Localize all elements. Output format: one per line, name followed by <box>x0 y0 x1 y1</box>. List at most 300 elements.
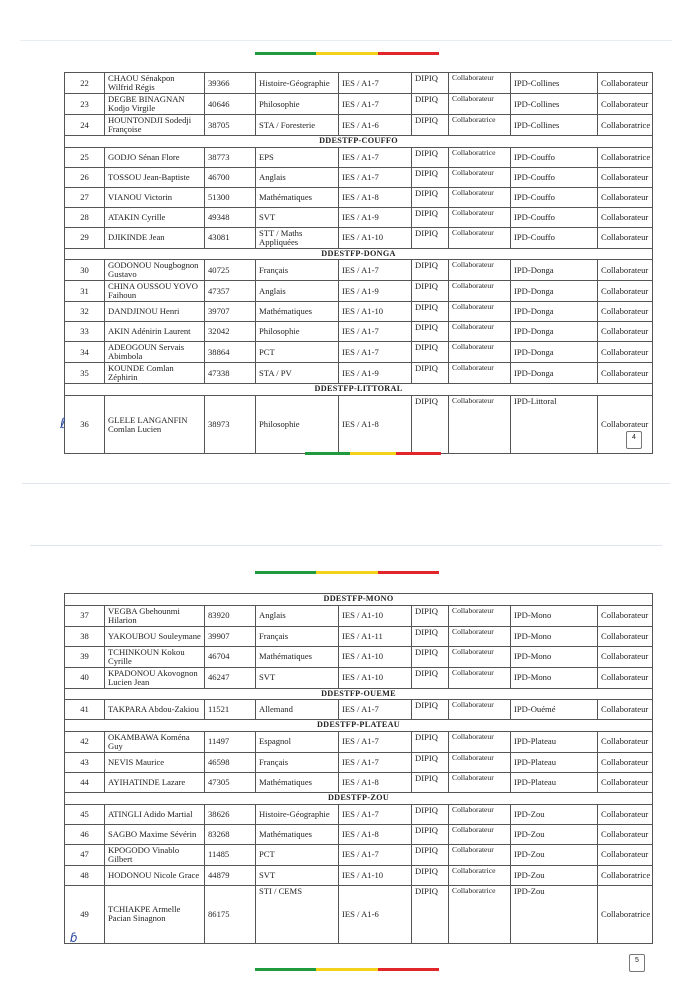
table-row <box>65 363 653 384</box>
name-cell: VIANOU Victorin <box>105 187 205 207</box>
section-header-row <box>65 384 653 396</box>
discipline-cell: Anglais <box>256 281 339 302</box>
name-cell: GLELE LANGANFIN Comlan Lucien <box>105 396 205 454</box>
flag-stripe <box>255 968 439 971</box>
role-cell: Collaborateur <box>449 396 511 454</box>
name-cell: CHAOU Sénakpon Wilfrid Régis <box>105 73 205 94</box>
role-cell: Collaborateur <box>449 342 511 363</box>
table-row <box>65 302 653 322</box>
function-cell: Collaborateur <box>598 752 653 772</box>
ipd-cell: IPD-Collines <box>511 115 598 136</box>
section-header-row <box>65 594 653 606</box>
ipd-cell: IPD-Couffo <box>511 167 598 187</box>
structure-cell: DIPIQ <box>412 73 449 94</box>
role-cell: Collaboratrice <box>449 147 511 167</box>
name-cell: HOUNTONDJI Sodedji Françoise <box>105 115 205 136</box>
grade-cell: IES / A1-7 <box>339 167 412 187</box>
section-header-row <box>65 248 653 260</box>
ipd-cell: IPD-Donga <box>511 342 598 363</box>
row-number-cell: 44 <box>65 772 105 792</box>
discipline-cell: EPS <box>256 147 339 167</box>
ipd-cell: IPD-Plateau <box>511 752 598 772</box>
grade-cell: IES / A1-9 <box>339 281 412 302</box>
function-cell: Collaborateur <box>598 700 653 720</box>
row-number-cell: 36 <box>65 396 105 454</box>
section-title: DDESTFP-PLATEAU <box>65 720 653 732</box>
grade-cell: IES / A1-7 <box>339 260 412 281</box>
structure-cell: DIPIQ <box>412 646 449 667</box>
row-number-cell: 24 <box>65 115 105 136</box>
table-row <box>65 865 653 885</box>
matricule-cell: 47338 <box>205 363 256 384</box>
function-cell: Collaborateur <box>598 227 653 248</box>
matricule-cell: 38705 <box>205 115 256 136</box>
ipd-cell: IPD-Mono <box>511 605 598 626</box>
staff-table-page-1 <box>64 72 653 454</box>
row-number-cell: 25 <box>65 147 105 167</box>
section-title: DDESTFP-DONGA <box>65 248 653 260</box>
row-number-cell: 30 <box>65 260 105 281</box>
row-number-cell: 40 <box>65 667 105 688</box>
table-row <box>65 322 653 342</box>
grade-cell: IES / A1-7 <box>339 322 412 342</box>
discipline-cell: Anglais <box>256 167 339 187</box>
function-cell: Collaborateur <box>598 772 653 792</box>
structure-cell: DIPIQ <box>412 804 449 824</box>
name-cell: KPADONOU Akovognon Lucien Jean <box>105 667 205 688</box>
function-cell: Collaborateur <box>598 667 653 688</box>
name-cell: KPOGODO Vinablo Gilbert <box>105 844 205 865</box>
function-cell: Collaborateur <box>598 804 653 824</box>
role-cell: Collaboratrice <box>449 115 511 136</box>
structure-cell: DIPIQ <box>412 752 449 772</box>
function-cell: Collaboratrice <box>598 885 653 943</box>
structure-cell: DIPIQ <box>412 227 449 248</box>
discipline-cell: SVT <box>256 667 339 688</box>
row-number-cell: 32 <box>65 302 105 322</box>
role-cell: Collaborateur <box>449 281 511 302</box>
table-row <box>65 396 653 454</box>
role-cell: Collaborateur <box>449 824 511 844</box>
matricule-cell: 38626 <box>205 804 256 824</box>
matricule-cell: 40646 <box>205 94 256 115</box>
function-cell: Collaborateur <box>598 342 653 363</box>
discipline-cell: Allemand <box>256 700 339 720</box>
name-cell: NEVIS Maurice <box>105 752 205 772</box>
role-cell: Collaborateur <box>449 207 511 227</box>
discipline-cell: STT / Maths Appliquées <box>256 227 339 248</box>
ipd-cell: IPD-Donga <box>511 281 598 302</box>
discipline-cell: STA / Foresterie <box>256 115 339 136</box>
table-row <box>65 772 653 792</box>
flag-stripe <box>305 452 441 455</box>
role-cell: Collaborateur <box>449 844 511 865</box>
ipd-cell: IPD-Littoral <box>511 396 598 454</box>
ipd-cell: IPD-Zou <box>511 844 598 865</box>
name-cell: TOSSOU Jean-Baptiste <box>105 167 205 187</box>
discipline-cell: Philosophie <box>256 94 339 115</box>
role-cell: Collaboratrice <box>449 885 511 943</box>
table-row <box>65 167 653 187</box>
function-cell: Collaborateur <box>598 322 653 342</box>
table-row <box>65 281 653 302</box>
function-cell: Collaborateur <box>598 281 653 302</box>
name-cell: VEGBA Gbehounmi Hilarion <box>105 605 205 626</box>
structure-cell: DIPIQ <box>412 626 449 646</box>
row-number-cell: 22 <box>65 73 105 94</box>
function-cell: Collaborateur <box>598 605 653 626</box>
discipline-cell: SVT <box>256 865 339 885</box>
name-cell: TAKPARA Abdou-Zakiou <box>105 700 205 720</box>
section-title: DDESTFP-LITTORAL <box>65 384 653 396</box>
name-cell: HODONOU Nicole Grace <box>105 865 205 885</box>
structure-cell: DIPIQ <box>412 115 449 136</box>
structure-cell: DIPIQ <box>412 207 449 227</box>
matricule-cell: 39907 <box>205 626 256 646</box>
discipline-cell: Philosophie <box>256 396 339 454</box>
discipline-cell: PCT <box>256 342 339 363</box>
matricule-cell: 47357 <box>205 281 256 302</box>
ipd-cell: IPD-Donga <box>511 322 598 342</box>
matricule-cell: 40725 <box>205 260 256 281</box>
function-cell: Collaborateur <box>598 396 653 454</box>
function-cell: Collaborateur <box>598 844 653 865</box>
ipd-cell: IPD-Couffo <box>511 207 598 227</box>
matricule-cell: 32042 <box>205 322 256 342</box>
section-title: DDESTFP-OUEME <box>65 688 653 700</box>
name-cell: ADEOGOUN Servais Abimbola <box>105 342 205 363</box>
grade-cell: IES / A1-8 <box>339 772 412 792</box>
ipd-cell: IPD-Mono <box>511 667 598 688</box>
ipd-cell: IPD-Mono <box>511 646 598 667</box>
ipd-cell: IPD-Ouémé <box>511 700 598 720</box>
role-cell: Collaborateur <box>449 626 511 646</box>
section-title: DDESTFP-ZOU <box>65 792 653 804</box>
row-number-cell: 47 <box>65 844 105 865</box>
table-row <box>65 824 653 844</box>
role-cell: Collaborateur <box>449 772 511 792</box>
matricule-cell: 47305 <box>205 772 256 792</box>
section-title: DDESTFP-MONO <box>65 594 653 606</box>
ipd-cell: IPD-Zou <box>511 824 598 844</box>
structure-cell: DIPIQ <box>412 885 449 943</box>
function-cell: Collaboratrice <box>598 865 653 885</box>
discipline-cell: Anglais <box>256 605 339 626</box>
structure-cell: DIPIQ <box>412 396 449 454</box>
table-row <box>65 260 653 281</box>
grade-cell: IES / A1-9 <box>339 207 412 227</box>
structure-cell: DIPIQ <box>412 865 449 885</box>
discipline-cell: Espagnol <box>256 731 339 752</box>
discipline-cell: STA / PV <box>256 363 339 384</box>
structure-cell: DIPIQ <box>412 302 449 322</box>
structure-cell: DIPIQ <box>412 667 449 688</box>
name-cell: ATAKIN Cyrille <box>105 207 205 227</box>
matricule-cell: 49348 <box>205 207 256 227</box>
function-cell: Collaborateur <box>598 646 653 667</box>
discipline-cell: SVT <box>256 207 339 227</box>
matricule-cell: 46247 <box>205 667 256 688</box>
function-cell: Collaborateur <box>598 187 653 207</box>
row-number-cell: 37 <box>65 605 105 626</box>
name-cell: TCHINKOUN Kokou Cyrille <box>105 646 205 667</box>
ipd-cell: IPD-Collines <box>511 73 598 94</box>
table-row <box>65 73 653 94</box>
structure-cell: DIPIQ <box>412 363 449 384</box>
page-number-box <box>629 954 645 972</box>
role-cell: Collaborateur <box>449 227 511 248</box>
grade-cell: IES / A1-7 <box>339 147 412 167</box>
staff-table-page-2 <box>64 593 653 944</box>
structure-cell: DIPIQ <box>412 260 449 281</box>
table-row <box>65 147 653 167</box>
section-title: DDESTFP-COUFFO <box>65 136 653 148</box>
table-row <box>65 94 653 115</box>
ipd-cell: IPD-Zou <box>511 804 598 824</box>
table-row <box>65 700 653 720</box>
matricule-cell: 46704 <box>205 646 256 667</box>
row-number-cell: 31 <box>65 281 105 302</box>
ipd-cell: IPD-Donga <box>511 302 598 322</box>
role-cell: Collaborateur <box>449 363 511 384</box>
ipd-cell: IPD-Couffo <box>511 227 598 248</box>
name-cell: ATINGLI Adido Martial <box>105 804 205 824</box>
row-number-cell: 43 <box>65 752 105 772</box>
grade-cell: IES / A1-10 <box>339 605 412 626</box>
function-cell: Collaboratrice <box>598 147 653 167</box>
name-cell: DJIKINDE Jean <box>105 227 205 248</box>
role-cell: Collaborateur <box>449 260 511 281</box>
grade-cell: IES / A1-7 <box>339 94 412 115</box>
grade-cell: IES / A1-6 <box>339 115 412 136</box>
row-number-cell: 38 <box>65 626 105 646</box>
scan-shadow-line <box>20 40 672 41</box>
discipline-cell: Mathématiques <box>256 302 339 322</box>
role-cell: Collaborateur <box>449 302 511 322</box>
name-cell: GODONOU Nougbognon Gustavo <box>105 260 205 281</box>
grade-cell: IES / A1-6 <box>339 885 412 943</box>
discipline-cell: Mathématiques <box>256 824 339 844</box>
table-row <box>65 646 653 667</box>
function-cell: Collaborateur <box>598 167 653 187</box>
table-row <box>65 342 653 363</box>
name-cell: TCHIAKPE Armelle Pacian Sinagnon <box>105 885 205 943</box>
role-cell: Collaborateur <box>449 605 511 626</box>
name-cell: GODJO Sénan Flore <box>105 147 205 167</box>
ipd-cell: IPD-Plateau <box>511 731 598 752</box>
function-cell: Collaborateur <box>598 626 653 646</box>
row-number-cell: 46 <box>65 824 105 844</box>
row-number-cell: 49 <box>65 885 105 943</box>
role-cell: Collaborateur <box>449 731 511 752</box>
structure-cell: DIPIQ <box>412 322 449 342</box>
section-header-row <box>65 720 653 732</box>
grade-cell: IES / A1-8 <box>339 396 412 454</box>
role-cell: Collaborateur <box>449 322 511 342</box>
discipline-cell: Histoire-Géographie <box>256 73 339 94</box>
name-cell: AYIHATINDE Lazare <box>105 772 205 792</box>
flag-stripe <box>255 571 439 574</box>
structure-cell: DIPIQ <box>412 700 449 720</box>
table-row <box>65 626 653 646</box>
structure-cell: DIPIQ <box>412 187 449 207</box>
handwritten-initials: ℓ <box>60 416 66 432</box>
name-cell: SAGBO Maxime Sévérin <box>105 824 205 844</box>
table-row <box>65 731 653 752</box>
matricule-cell: 38973 <box>205 396 256 454</box>
function-cell: Collaborateur <box>598 207 653 227</box>
row-number-cell: 29 <box>65 227 105 248</box>
name-cell: KOUNDE Comlan Zéphirin <box>105 363 205 384</box>
ipd-cell: IPD-Zou <box>511 885 598 943</box>
page-number: 4 <box>632 434 636 441</box>
table-row <box>65 605 653 626</box>
table-row <box>65 115 653 136</box>
name-cell: OKAMBAWA Koména Guy <box>105 731 205 752</box>
discipline-cell: STI / CEMS <box>256 885 339 943</box>
function-cell: Collaborateur <box>598 363 653 384</box>
grade-cell: IES / A1-8 <box>339 824 412 844</box>
ipd-cell: IPD-Mono <box>511 626 598 646</box>
ipd-cell: IPD-Donga <box>511 260 598 281</box>
grade-cell: IES / A1-7 <box>339 804 412 824</box>
section-header-row <box>65 136 653 148</box>
row-number-cell: 48 <box>65 865 105 885</box>
matricule-cell: 11521 <box>205 700 256 720</box>
role-cell: Collaborateur <box>449 752 511 772</box>
matricule-cell: 38864 <box>205 342 256 363</box>
matricule-cell: 86175 <box>205 885 256 943</box>
discipline-cell: Mathématiques <box>256 646 339 667</box>
role-cell: Collaborateur <box>449 804 511 824</box>
page-number: 5 <box>635 957 639 964</box>
matricule-cell: 43081 <box>205 227 256 248</box>
discipline-cell: Mathématiques <box>256 772 339 792</box>
page-number-box <box>626 431 642 449</box>
row-number-cell: 35 <box>65 363 105 384</box>
discipline-cell: Français <box>256 260 339 281</box>
grade-cell: IES / A1-7 <box>339 73 412 94</box>
grade-cell: IES / A1-8 <box>339 187 412 207</box>
role-cell: Collaboratrice <box>449 865 511 885</box>
discipline-cell: Français <box>256 626 339 646</box>
grade-cell: IES / A1-7 <box>339 700 412 720</box>
structure-cell: DIPIQ <box>412 772 449 792</box>
row-number-cell: 42 <box>65 731 105 752</box>
section-header-row <box>65 688 653 700</box>
structure-cell: DIPIQ <box>412 342 449 363</box>
ipd-cell: IPD-Couffo <box>511 147 598 167</box>
table-row <box>65 804 653 824</box>
row-number-cell: 26 <box>65 167 105 187</box>
structure-cell: DIPIQ <box>412 731 449 752</box>
grade-cell: IES / A1-7 <box>339 752 412 772</box>
table-row <box>65 667 653 688</box>
row-number-cell: 27 <box>65 187 105 207</box>
grade-cell: IES / A1-9 <box>339 363 412 384</box>
structure-cell: DIPIQ <box>412 167 449 187</box>
section-header-row <box>65 792 653 804</box>
structure-cell: DIPIQ <box>412 281 449 302</box>
function-cell: Collaborateur <box>598 731 653 752</box>
matricule-cell: 46700 <box>205 167 256 187</box>
row-number-cell: 34 <box>65 342 105 363</box>
discipline-cell: PCT <box>256 844 339 865</box>
grade-cell: IES / A1-10 <box>339 227 412 248</box>
matricule-cell: 83268 <box>205 824 256 844</box>
name-cell: YAKOUBOU Souleymane <box>105 626 205 646</box>
role-cell: Collaborateur <box>449 94 511 115</box>
table-row <box>65 752 653 772</box>
matricule-cell: 38773 <box>205 147 256 167</box>
handwritten-initials: ɓ <box>70 931 78 945</box>
matricule-cell: 46598 <box>205 752 256 772</box>
ipd-cell: IPD-Collines <box>511 94 598 115</box>
flag-stripe <box>255 52 439 55</box>
structure-cell: DIPIQ <box>412 844 449 865</box>
name-cell: AKIN Adénirin Laurent <box>105 322 205 342</box>
ipd-cell: IPD-Plateau <box>511 772 598 792</box>
structure-cell: DIPIQ <box>412 94 449 115</box>
grade-cell: IES / A1-10 <box>339 646 412 667</box>
role-cell: Collaborateur <box>449 167 511 187</box>
grade-cell: IES / A1-10 <box>339 865 412 885</box>
discipline-cell: Histoire-Géographie <box>256 804 339 824</box>
table-row <box>65 844 653 865</box>
role-cell: Collaborateur <box>449 667 511 688</box>
discipline-cell: Philosophie <box>256 322 339 342</box>
discipline-cell: Mathématiques <box>256 187 339 207</box>
grade-cell: IES / A1-7 <box>339 342 412 363</box>
matricule-cell: 11497 <box>205 731 256 752</box>
page-separator <box>30 545 662 546</box>
row-number-cell: 45 <box>65 804 105 824</box>
row-number-cell: 41 <box>65 700 105 720</box>
grade-cell: IES / A1-7 <box>339 731 412 752</box>
name-cell: DEGBE BINAGNAN Kodjo Virgile <box>105 94 205 115</box>
page-separator <box>22 483 670 484</box>
structure-cell: DIPIQ <box>412 824 449 844</box>
ipd-cell: IPD-Couffo <box>511 187 598 207</box>
matricule-cell: 39707 <box>205 302 256 322</box>
ipd-cell: IPD-Zou <box>511 865 598 885</box>
table-row <box>65 227 653 248</box>
function-cell: Collaborateur <box>598 94 653 115</box>
name-cell: DANDJINOU Henri <box>105 302 205 322</box>
function-cell: Collaborateur <box>598 260 653 281</box>
table-row <box>65 885 653 943</box>
matricule-cell: 11485 <box>205 844 256 865</box>
matricule-cell: 39366 <box>205 73 256 94</box>
matricule-cell: 83920 <box>205 605 256 626</box>
table-row <box>65 207 653 227</box>
row-number-cell: 39 <box>65 646 105 667</box>
matricule-cell: 51300 <box>205 187 256 207</box>
grade-cell: IES / A1-10 <box>339 667 412 688</box>
name-cell: CHINA OUSSOU YOVO Faihoun <box>105 281 205 302</box>
ipd-cell: IPD-Donga <box>511 363 598 384</box>
role-cell: Collaborateur <box>449 73 511 94</box>
row-number-cell: 28 <box>65 207 105 227</box>
grade-cell: IES / A1-10 <box>339 302 412 322</box>
grade-cell: IES / A1-11 <box>339 626 412 646</box>
row-number-cell: 33 <box>65 322 105 342</box>
role-cell: Collaborateur <box>449 646 511 667</box>
structure-cell: DIPIQ <box>412 605 449 626</box>
function-cell: Collaboratrice <box>598 115 653 136</box>
matricule-cell: 44879 <box>205 865 256 885</box>
structure-cell: DIPIQ <box>412 147 449 167</box>
